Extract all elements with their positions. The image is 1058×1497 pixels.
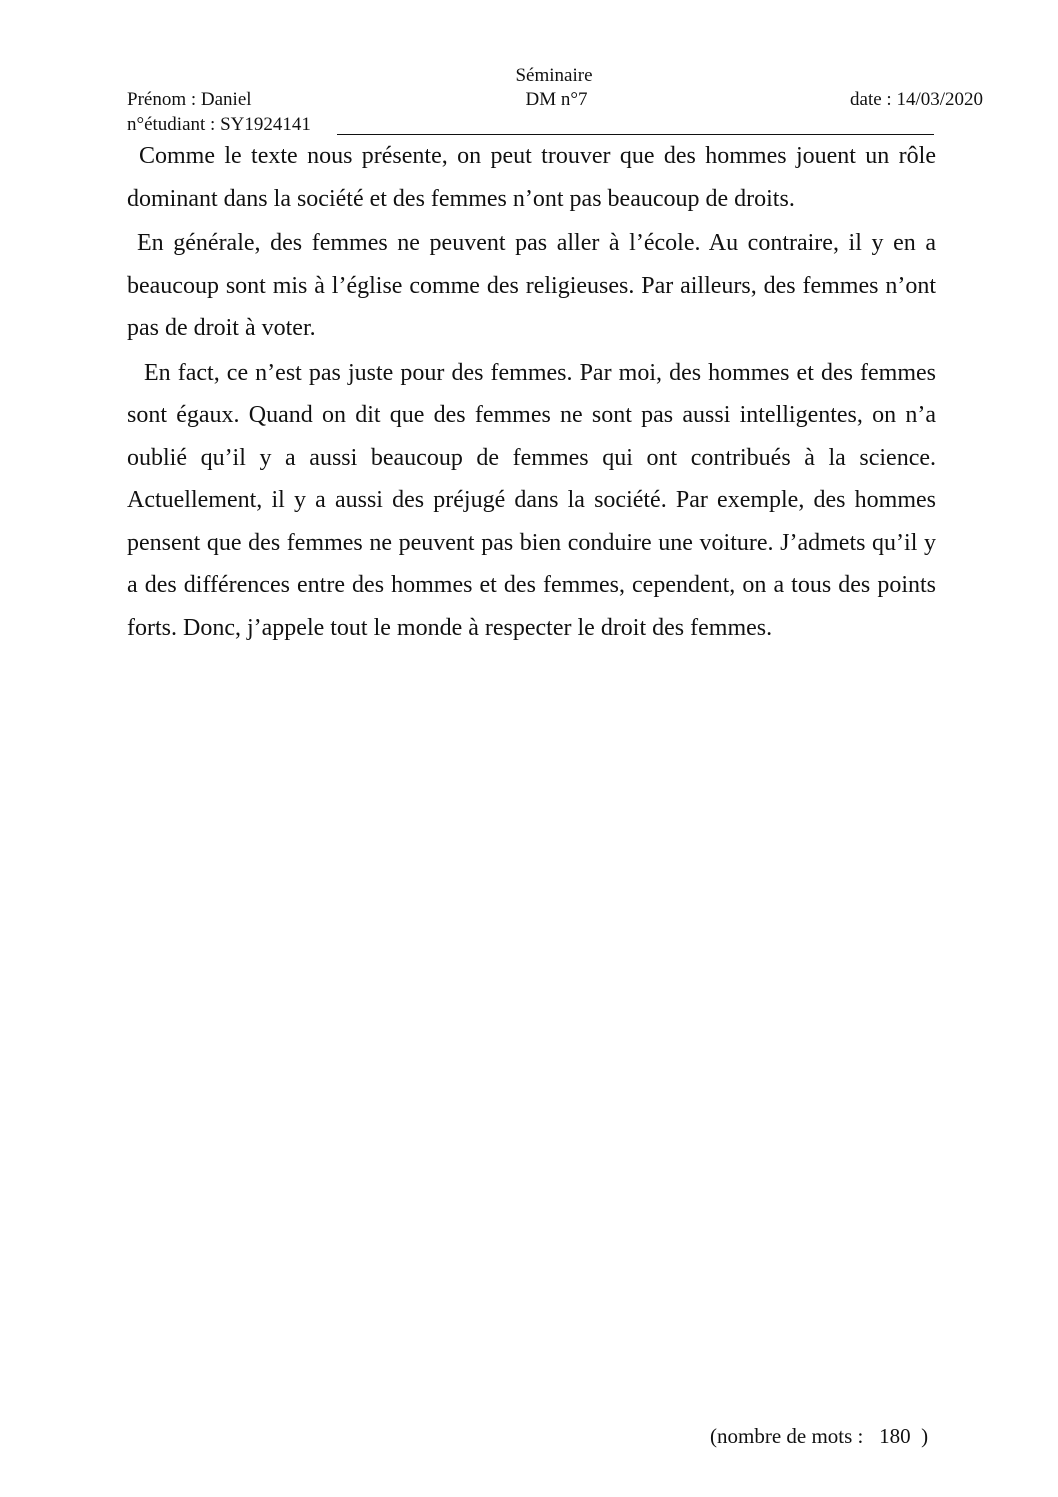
word-count: (nombre de mots : 180 ) <box>710 1424 929 1448</box>
student-number-field: n°étudiant : SY1924141 <box>127 114 311 135</box>
first-name-field: Prénom : Daniel <box>127 89 252 110</box>
paragraph-2: En générale, des femmes ne peuvent pas aller à l’école. Au contraire, il y en a beaucoup sont mis à l’église comme des religieuses. Par ailleurs, des femmes n’ont pas de droit à voter. <box>127 230 936 341</box>
date-field: date : 14/03/2020 <box>850 89 983 110</box>
essay-body <box>127 135 936 649</box>
assignment-title: DM n°7 <box>525 89 588 110</box>
paragraph-1: Comme le texte nous présente, on peut trouver que des hommes jouent un rôle dominant dans la société et des femmes n’ont pas beaucoup de droits. <box>127 143 936 212</box>
paragraph-3: En fact, ce n’est pas juste pour des femmes. Par moi, des hommes et des femmes sont égaux. Quand on dit que des femmes ne sont pas aussi intelligentes, on n’a oublié qu’il y a aussi beaucoup de femmes qui ont contribués à la science. Actuellement, il y a aussi des préjugé dans la société. Par exemple, des hommes pensent que des femmes ne peuvent pas bien conduire une voiture. J’admets qu’il y a des différences entre des hommes et des femmes, cependent, on a tous des points forts. Donc, j’appele tout le monde à respecter le droit des femmes. <box>127 359 936 641</box>
course-title: Séminaire <box>515 65 593 86</box>
